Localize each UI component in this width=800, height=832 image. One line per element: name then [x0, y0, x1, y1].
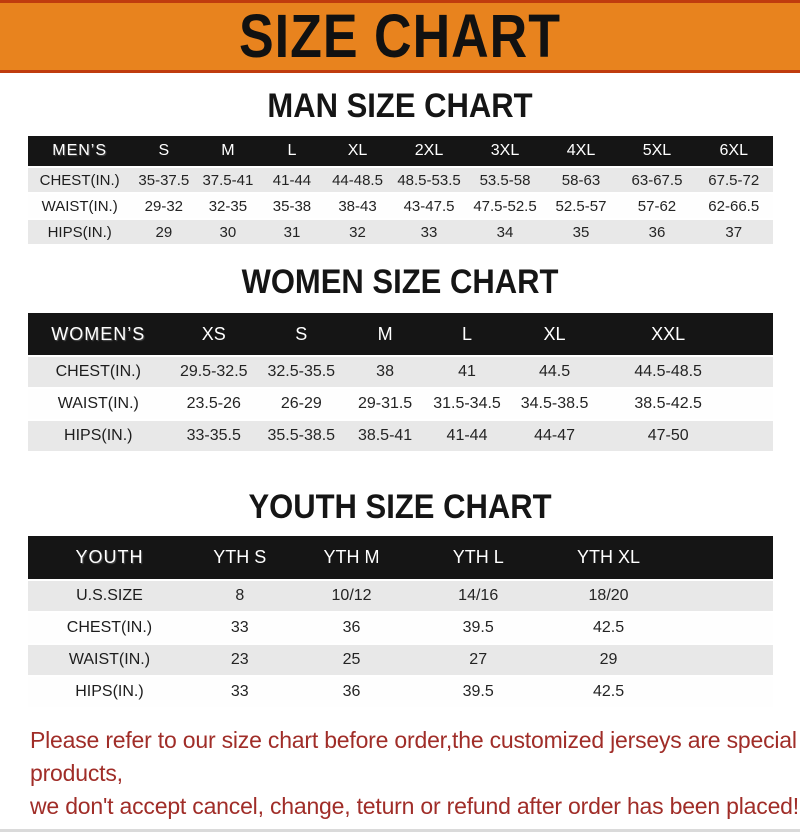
- size-cell: 36: [648, 223, 666, 241]
- men-column-header: 6XL: [719, 142, 748, 159]
- size-cell: 23: [230, 651, 249, 668]
- size-cell: 47.5-52.5: [473, 197, 537, 215]
- youth-column-header: YTH XL: [577, 547, 641, 567]
- row-label: CHEST(IN.): [66, 619, 153, 636]
- men-table-corner-label: MEN’S: [52, 142, 108, 159]
- size-cell: 23.5-26: [186, 395, 241, 412]
- size-cell: 26-29: [280, 395, 322, 412]
- youth-section-heading: [0, 486, 800, 527]
- row-label: WAIST(IN.): [68, 651, 151, 668]
- row-label: HIPS(IN.): [47, 223, 112, 241]
- women-size-table: [28, 311, 773, 453]
- youth-column-header: YTH L: [452, 547, 504, 567]
- size-cell: 37.5-41: [202, 171, 254, 189]
- size-chart-banner: [0, 0, 800, 73]
- spacer-cell: [676, 677, 773, 707]
- youth-waist-row: [28, 645, 773, 675]
- size-cell: 33-35.5: [186, 427, 241, 444]
- women-waist-row: [28, 389, 773, 419]
- size-cell: 29: [599, 651, 618, 668]
- men-section-heading-text: MAN SIZE CHART: [267, 85, 533, 126]
- size-cell: 37: [725, 223, 743, 241]
- women-section-heading: [0, 261, 800, 302]
- order-policy-note-line2: we don't accept cancel, change, teturn or refund after order has been placed!: [30, 793, 799, 819]
- size-cell: 53.5-58: [479, 171, 531, 189]
- women-column-header: XS: [201, 323, 226, 344]
- men-column-header: M: [221, 142, 235, 159]
- size-cell: 29-31.5: [357, 395, 413, 412]
- women-section-heading-text: WOMEN SIZE CHART: [241, 261, 559, 302]
- spacer-cell: [676, 645, 773, 675]
- size-cell: 52.5-57: [555, 197, 607, 215]
- women-column-header: XL: [543, 323, 566, 344]
- row-label: CHEST(IN.): [39, 171, 120, 189]
- size-cell: 44-47: [534, 427, 575, 444]
- size-cell: 14/16: [458, 587, 499, 604]
- size-cell: 42.5: [592, 683, 625, 700]
- row-label: HIPS(IN.): [75, 683, 144, 700]
- size-cell: 57-62: [637, 197, 677, 215]
- size-cell: 44-48.5: [332, 171, 383, 189]
- youth-hips-row: [28, 677, 773, 707]
- size-cell: 32.5-35.5: [267, 363, 336, 380]
- size-cell: 41: [458, 363, 476, 380]
- size-cell: 43-47.5: [403, 197, 455, 215]
- size-cell: 29.5-32.5: [179, 363, 248, 380]
- size-cell: 41-44: [446, 427, 488, 444]
- size-cell: 44.5-48.5: [634, 363, 702, 380]
- spacer-cell: [735, 313, 772, 355]
- size-cell: 38.5-41: [357, 427, 413, 444]
- size-cell: 38: [376, 363, 394, 380]
- men-size-table: [28, 134, 773, 246]
- size-cell: 31.5-34.5: [433, 395, 501, 412]
- size-cell: 58-63: [561, 171, 601, 189]
- size-cell: 29-32: [144, 197, 184, 215]
- size-cell: 30: [219, 223, 237, 241]
- youth-size-table: [28, 534, 773, 709]
- size-cell: 36: [342, 619, 361, 636]
- row-label: WAIST(IN.): [57, 395, 139, 412]
- row-label: CHEST(IN.): [55, 363, 141, 380]
- size-cell: 10/12: [331, 587, 372, 604]
- men-section-heading: [0, 85, 800, 126]
- men-column-header: 4XL: [566, 142, 596, 159]
- youth-column-header: YTH S: [213, 547, 267, 567]
- size-cell: 44.5: [538, 363, 571, 380]
- size-cell: 41-44: [272, 171, 312, 189]
- men-waist-row: [28, 194, 773, 218]
- youth-section-heading-text: YOUTH SIZE CHART: [248, 486, 552, 527]
- size-cell: 34.5-38.5: [520, 395, 589, 412]
- spacer-cell: [735, 421, 772, 451]
- women-table-corner-label: WOMEN’S: [51, 323, 146, 344]
- size-cell: 33: [230, 619, 249, 636]
- spacer-cell: [676, 536, 773, 579]
- row-label: HIPS(IN.): [64, 427, 133, 444]
- size-cell: 18/20: [588, 587, 629, 604]
- spacer-cell: [676, 581, 773, 611]
- size-cell: 35-38: [272, 197, 312, 215]
- size-cell: 38-43: [338, 197, 377, 215]
- men-column-header: L: [287, 142, 297, 159]
- size-cell: 39.5: [462, 619, 494, 636]
- banner-title: SIZE CHART: [239, 2, 561, 71]
- men-column-header: XL: [347, 142, 368, 159]
- spacer-cell: [735, 357, 772, 387]
- size-cell: 34: [496, 223, 514, 241]
- women-table-header-row: [28, 313, 773, 355]
- size-cell: 38.5-42.5: [634, 395, 702, 412]
- size-cell: 33: [420, 223, 438, 241]
- size-cell: 33: [230, 683, 249, 700]
- size-cell: 25: [342, 651, 361, 668]
- youth-column-header: YTH M: [323, 547, 380, 567]
- youth-table-header-row: [28, 536, 773, 579]
- youth-ussize-row: [28, 581, 773, 611]
- women-column-header: S: [295, 323, 308, 344]
- size-cell: 63-67.5: [631, 171, 683, 189]
- men-chest-row: [28, 168, 773, 192]
- men-column-header: 3XL: [490, 142, 520, 159]
- women-chest-row: [28, 357, 773, 387]
- women-column-header: L: [462, 323, 473, 344]
- men-column-header: S: [158, 142, 170, 159]
- row-label: WAIST(IN.): [41, 197, 118, 215]
- men-table-header-row: [28, 136, 773, 166]
- spacer-cell: [676, 613, 773, 643]
- women-hips-row: [28, 421, 773, 451]
- spacer-cell: [735, 389, 772, 419]
- size-cell: 67.5-72: [708, 171, 760, 189]
- size-cell: 29: [155, 223, 173, 241]
- size-cell: 35.5-38.5: [267, 427, 336, 444]
- size-cell: 39.5: [462, 683, 494, 700]
- size-cell: 36: [342, 683, 361, 700]
- women-column-header: M: [377, 323, 393, 344]
- youth-chest-row: [28, 613, 773, 643]
- size-cell: 27: [469, 651, 488, 668]
- size-cell: 47-50: [647, 427, 689, 444]
- order-policy-note: [0, 724, 800, 823]
- men-hips-row: [28, 220, 773, 244]
- women-column-header: XXL: [651, 323, 686, 344]
- size-cell: 35: [572, 223, 590, 241]
- size-cell: 32: [349, 223, 366, 241]
- men-column-header: 2XL: [414, 142, 444, 159]
- size-cell: 32-35: [208, 197, 248, 215]
- size-cell: 62-66.5: [708, 197, 760, 215]
- size-cell: 8: [235, 587, 245, 604]
- youth-table-corner-label: YOUTH: [75, 547, 144, 567]
- size-cell: 35-37.5: [138, 171, 190, 189]
- size-cell: 48.5-53.5: [397, 171, 461, 189]
- size-cell: 42.5: [592, 619, 625, 636]
- row-label: U.S.SIZE: [76, 587, 143, 604]
- order-policy-note-line1: Please refer to our size chart before order,the customized jerseys are special products,: [30, 727, 797, 786]
- size-cell: 31: [283, 223, 301, 241]
- men-column-header: 5XL: [642, 142, 672, 159]
